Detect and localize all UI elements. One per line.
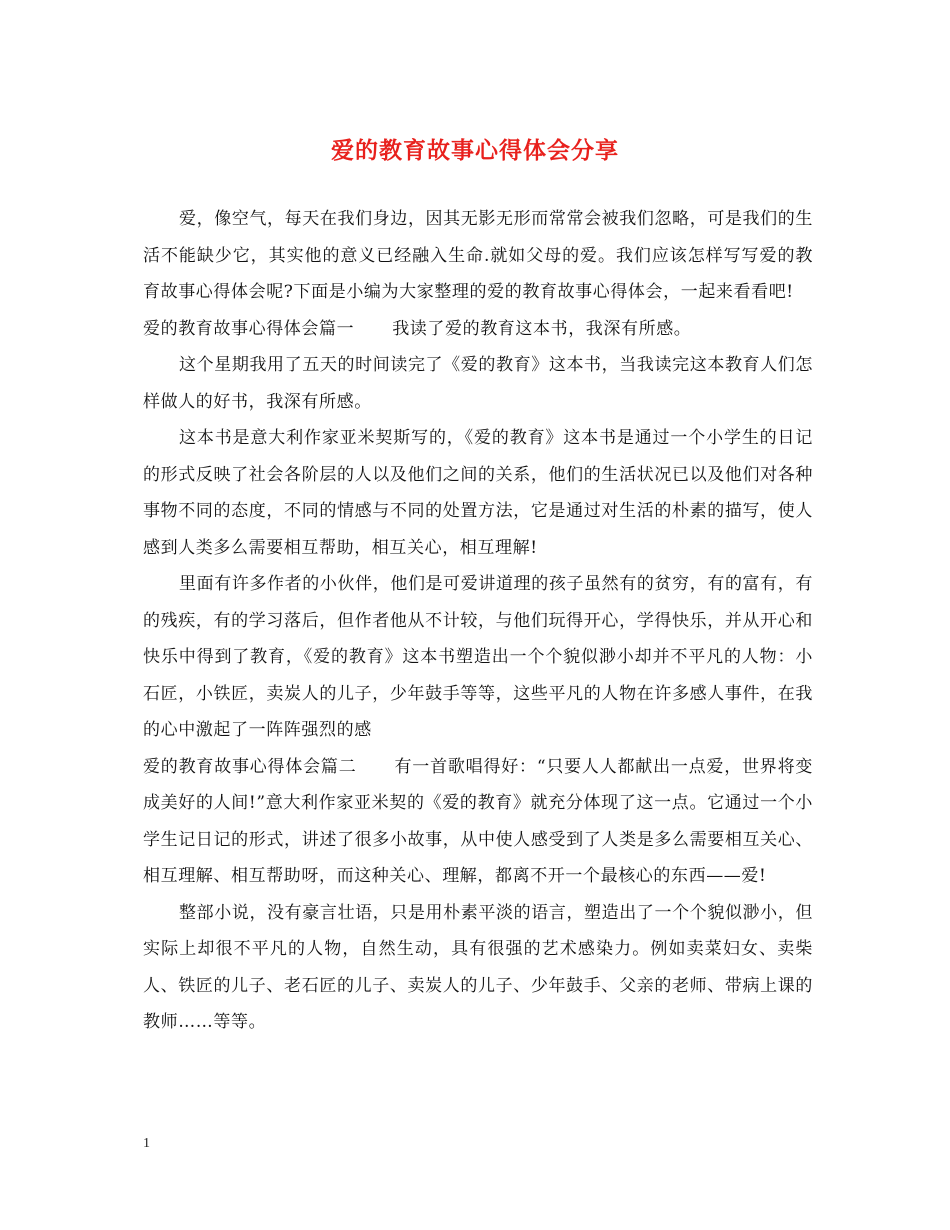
section-two-paragraph	[143, 749, 813, 895]
section-one-heading: 爱的教育故事心得体会篇一	[143, 318, 355, 339]
paragraph-companions: 里面有许多作者的小伙伴，他们是可爱讲道理的孩子虽然有的贫穷，有的富有，有的残疾，有的学习落后，但作者他从不计较，与他们玩得开心，学得快乐，并从开心和快乐中得到了教育，《爱的教育》这本书塑造出一个个貌似渺小却并不平凡的人物：小石匠，小铁匠，卖炭人的儿子，少年鼓手等等，这些平凡的人物在许多感人事件，在我的心中激起了一阵阵强烈的感	[143, 574, 813, 740]
paragraph-intro: 爱，像空气，每天在我们身边，因其无影无形而常常会被我们忽略，可是我们的生活不能缺少它，其实他的意义已经融入生命.就如父母的爱。我们应该怎样写写爱的教育故事心得体会呢?下面是小编为大家整理的爱的教育故事心得体会，一起来看看吧!	[143, 209, 813, 302]
section-one-text: 我读了爱的教育这本书，我深有所感。	[392, 318, 692, 339]
paragraph-novel-summary: 整部小说，没有豪言壮语，只是用朴素平淡的语言，塑造出了一个个貌似渺小，但实际上却很不平凡的人物，自然生动，具有很强的艺术感染力。例如卖菜妇女、卖柴人、铁匠的儿子、老石匠的儿子、卖炭人的儿子、少年鼓手、父亲的老师、带病上课的教师……等等。	[143, 902, 813, 1032]
document-title: 爱的教育故事心得体会分享	[331, 137, 619, 164]
section-one-paragraph	[143, 311, 813, 348]
section-two-text: 有一首歌唱得好：“只要人人都献出一点爱，世界将变成美好的人间!”意大利作家亚米契的《爱的教育》就充分体现了这一点。它通过一个小学生记日记的形式，讲述了很多小故事，从中使人感受到了人类是多么需要相互关心、相互理解、相互帮助呀，而这种关心、理解，都离不开一个最核心的东西——爱!	[143, 756, 813, 886]
paragraph-reading-week: 这个星期我用了五天的时间读完了《爱的教育》这本书，当我读完这本教育人们怎样做人的好书，我深有所感。	[143, 355, 813, 412]
document-body	[143, 201, 813, 1041]
paragraph-book-intro: 这本书是意大利作家亚米契斯写的，《爱的教育》这本书是通过一个小学生的日记的形式反映了社会各阶层的人以及他们之间的关系，他们的生活状况已以及他们对各种事物不同的态度，不同的情感与不同的处置方法，它是通过对生活的朴素的描写，使人感到人类多么需要相互帮助，相互关心，相互理解!	[143, 428, 813, 558]
section-two-heading: 爱的教育故事心得体会篇二	[143, 756, 357, 777]
page-number: 1	[143, 1136, 150, 1151]
